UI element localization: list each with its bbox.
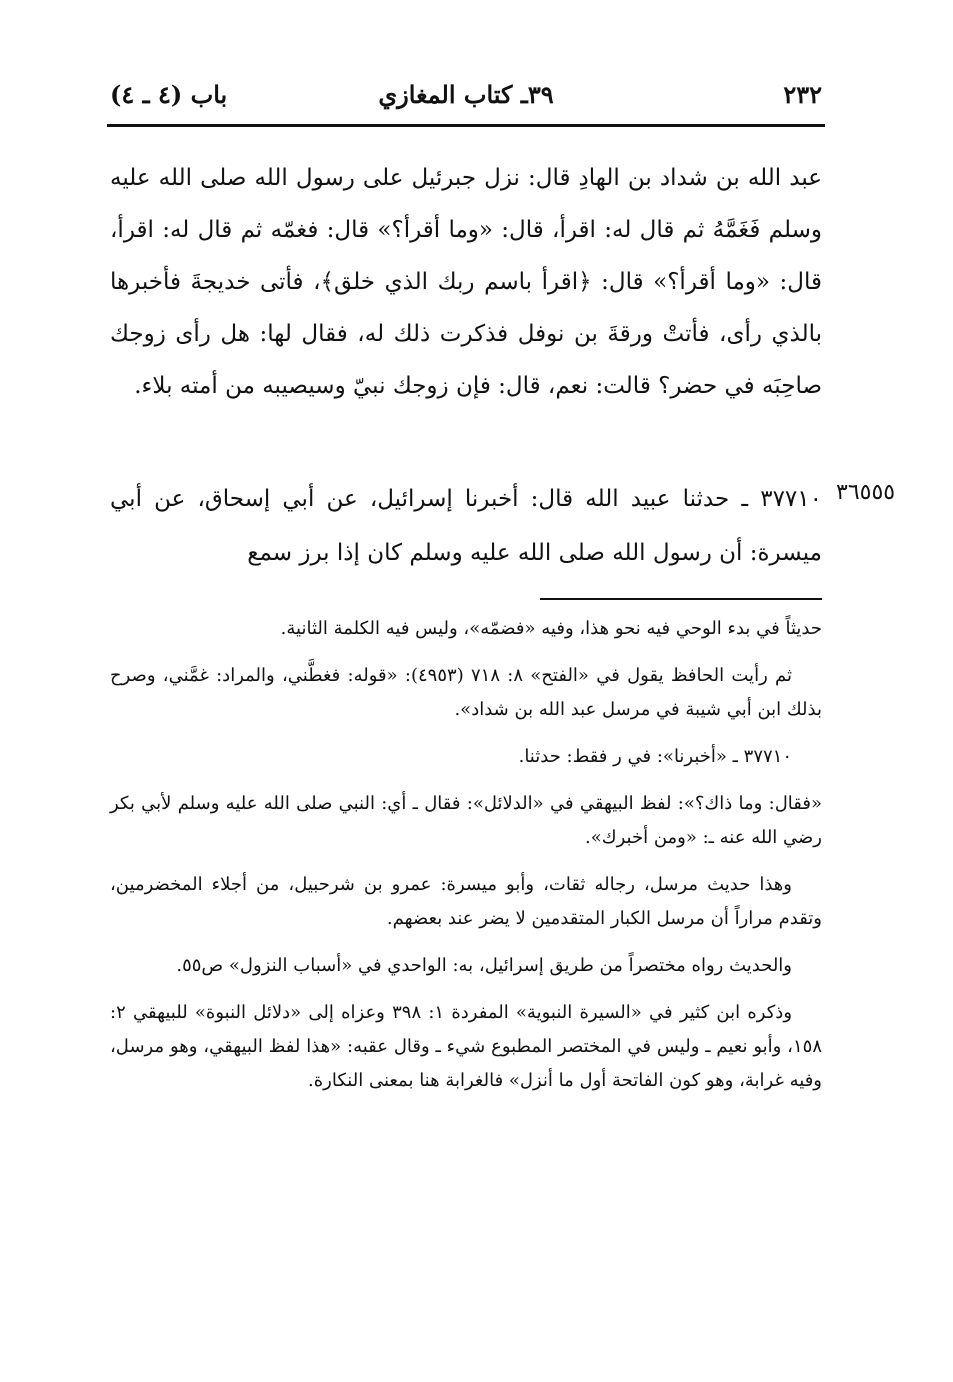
footnote-rule <box>540 598 822 600</box>
main-text <box>110 152 822 412</box>
page-number: ٢٣٢ <box>783 80 822 109</box>
footnote: «فقال: وما ذاك؟»: لفظ البيهقي في «الدلائل»: فقال ـ أي: النبي صلى الله عليه وسلم لأبي بكر رضي الله عنه ـ: «ومن أخبرك». <box>110 793 822 848</box>
footnote: وهذا حديث مرسل، رجاله ثقات، وأبو ميسرة: عمرو بن شرحبيل، من أجلاء المخضرمين، وتقدم مراراً أن مرسل الكبار المتقدمين لا يضر عند بعضهم. <box>110 874 822 929</box>
hadith-paragraph: ٣٧٧١٠ ـ حدثنا عبيد الله قال: أخبرنا إسرائيل، عن أبي إسحاق، عن أبي ميسرة: أن رسول الله صلى الله عليه وسلم كان إذا برز سمع <box>110 486 822 566</box>
chapter-label: باب (٤ ـ ٤) <box>110 80 228 109</box>
footnotes <box>110 612 822 1111</box>
margin-number: ٣٦٥٥٥ <box>836 480 896 505</box>
book-title: ٣٩ـ كتاب المغازي <box>378 80 554 109</box>
hadith-block <box>110 472 822 580</box>
running-header <box>110 80 822 120</box>
footnote: وذكره ابن كثير في «السيرة النبوية» المفردة ١: ٣٩٨ وعزاه إلى «دلائل النبوة» للبيهقي ٢: ١٥٨، وأبو نعيم ـ وليس في المختصر المطبوع شيء ـ وقال عقبه: «هذا لفظ البيهقي، وهو مرسل، وفيه غرابة، وهو كون الفاتحة أول ما أنزل» فالغرابة هنا بمعنى النكارة. <box>110 1002 822 1091</box>
main-paragraph: عبد الله بن شداد بن الهادِ قال: نزل جبرئيل على رسول الله صلى الله عليه وسلم فَغَمَّهُ ثم قال له: اقرأ، قال: «وما أقرأ؟» قال: فغمّه ثم قال له: اقرأ، قال: «وما أقرأ؟» قال: ﴿اقرأ باسم ربك الذي خلق﴾، فأتى خديجةَ فأخبرها بالذي رأى، فأتتْ ورقةَ بن نوفل فذكرت ذلك له، فقال لها: هل رأى زوجك صاحِبَه في حضر؟ قالت: نعم، قال: فإن زوجك نبيّ وسيصيبه من أمته بلاء. <box>110 165 822 399</box>
footnote: حديثاً في بدء الوحي فيه نحو هذا، وفيه «فضمّه»، وليس فيه الكلمة الثانية. <box>280 618 822 639</box>
footnote: ٣٧٧١٠ ـ «أخبرنا»: في ر فقط: حدثنا. <box>518 746 792 767</box>
footnote: ثم رأيت الحافظ يقول في «الفتح» ٨: ٧١٨ (٤٩٥٣): «قوله: فغطَّني، والمراد: غمَّني، وصرح بذلك ابن أبي شيبة في مرسل عبد الله بن شداد». <box>110 665 822 720</box>
header-rule <box>107 124 825 127</box>
footnote: والحديث رواه مختصراً من طريق إسرائيل، به: الواحدي في «أسباب النزول» ص٥٥. <box>176 955 792 976</box>
